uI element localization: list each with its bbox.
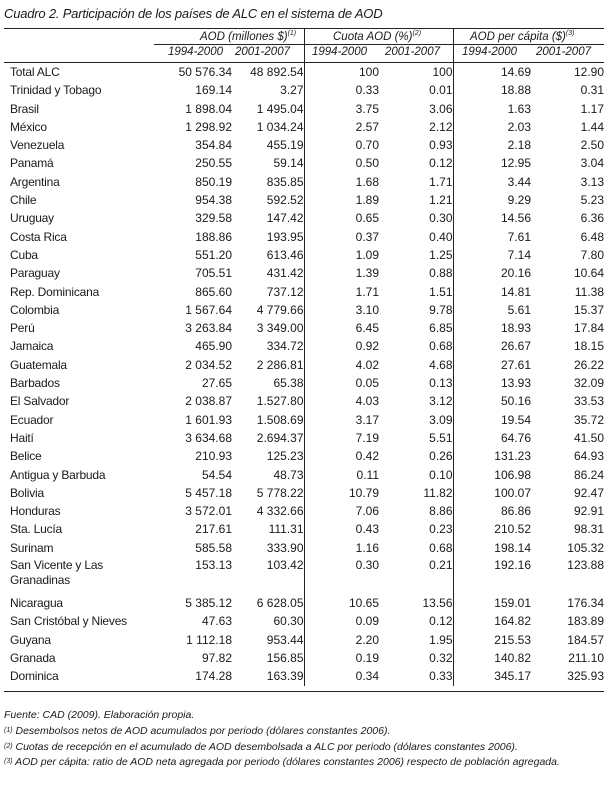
aod-1994-2000-cell: 153.13 [195,558,232,573]
aod-1994-2000-cell: 329.58 [195,211,232,226]
footnote-1-mark: (1) [4,726,13,734]
aod-2001-2007-cell: 4 332.66 [232,502,304,520]
header-mid-rule [154,44,604,45]
percapita-1994-2000-cell: 27.61 [500,357,531,372]
table-row [4,154,604,172]
cuota-1994-2000-cell: 0.50 [355,156,379,171]
cuota-1994-2000-cell: 0.65 [355,211,379,226]
cuota-1994-2000-cell: 0.37 [355,229,379,244]
aod-1994-2000-cell: 585.58 [195,540,232,555]
percapita-2001-2007-cell: 64.93 [573,449,604,464]
footnote-source: Fuente: CAD (2009). Elaboración propia. [4,709,195,721]
country-cell: Nicaragua [10,596,63,611]
cuota-2001-2007-cell: 0.33 [379,667,453,685]
percapita-1994-2000-cell: 50.16 [500,394,531,409]
cuota-2001-2007-cell: 0.10 [379,466,453,484]
percapita-2001-2007-cell: 41.50 [573,430,604,445]
table-row [4,411,604,429]
percapita-2001-2007-cell: 33.53 [573,394,604,409]
aod-2001-2007-cell: 455.19 [232,136,304,154]
cuota-1994-2000-cell: 0.11 [356,467,379,482]
cuota-2001-2007-cell: 9.78 [379,301,453,319]
percapita-2001-2007-cell: 3.04 [580,156,604,171]
aod-1994-2000-cell: 1 567.64 [185,302,232,317]
table-row [4,246,604,264]
percapita-1994-2000-cell: 164.82 [494,614,531,629]
percapita-1994-2000-cell: 198.14 [494,540,531,555]
cuota-2001-2007-cell: 1.25 [379,246,453,264]
table-row [4,209,604,227]
aod-2001-2007-cell: 1 495.04 [232,100,304,118]
table-row [4,356,604,374]
country-cell: Rep. Dominicana [10,284,100,299]
footnote-1 [4,724,604,740]
country-cell: Total ALC [10,65,60,79]
percapita-2001-2007-cell: 3.13 [580,174,604,189]
percapita-1994-2000-cell: 100.07 [494,485,531,500]
aod-1994-2000-cell: 2 034.52 [185,357,232,372]
table-row [4,429,604,447]
percapita-2001-2007-cell: 6.36 [580,211,604,226]
country-cell: Bolivia [10,485,44,500]
table-row [4,466,604,484]
cuota-1994-2000-cell: 1.89 [355,193,379,208]
aod-2001-2007-cell: 1 034.24 [232,118,304,136]
aod-1994-2000-cell: 354.84 [195,138,232,153]
percapita-2001-2007-cell: 18.15 [573,339,604,354]
percapita-2001-2007-cell: 183.89 [567,614,604,629]
cuota-1994-2000-cell: 2.57 [355,119,379,134]
country-cell: Jamaica [10,339,54,354]
percapita-2001-2007-cell: 92.47 [573,485,604,500]
period-1994-2000-aod: 1994-2000 [168,46,223,58]
aod-1994-2000-cell: 3 572.01 [185,504,232,519]
aod-2001-2007-cell: 431.42 [232,264,304,282]
country-cell: Chile [10,193,37,208]
aod-1994-2000-cell: 2 038.87 [185,394,232,409]
percapita-1994-2000-cell: 12.95 [500,156,531,171]
cuota-1994-2000-cell: 100 [358,65,379,79]
percapita-2001-2007-cell: 1.17 [580,101,604,116]
aod-1994-2000-cell: 188.86 [195,229,232,244]
aod-1994-2000-cell: 217.61 [195,522,232,537]
cuota-1994-2000-cell: 2.20 [355,632,379,647]
footnote-1-text: Desembolsos netos de AOD acumulados por periodo (dólares constantes 2006). [15,724,391,737]
percapita-1994-2000-cell: 14.69 [500,65,531,79]
percapita-2001-2007-cell: 105.32 [567,540,604,555]
table-row [4,612,604,630]
percapita-1994-2000-cell: 26.67 [500,339,531,354]
aod-1994-2000-cell: 169.14 [195,83,232,98]
aod-2001-2007-cell: 5 778.22 [232,484,304,502]
footnote-2-mark: (2) [4,742,13,750]
cuota-2001-2007-cell: 0.32 [379,649,453,667]
aod-2001-2007-cell: 59.14 [232,154,304,172]
country-cell: Venezuela [10,138,65,153]
aod-1994-2000-cell: 27.65 [201,376,232,391]
table-row [4,173,604,191]
footnote-2-text: Cuotas de recepción en el acumulado de AOD desembolsada a ALC por periodo (dólares constantes 2006). [15,740,518,753]
aod-1994-2000-cell: 5 385.12 [185,596,232,611]
percapita-2001-2007-cell: 1.44 [580,119,604,134]
cuota-1994-2000-cell: 0.09 [355,614,379,629]
percapita-1994-2000-cell: 18.88 [500,83,531,98]
percapita-2001-2007-cell: 86.24 [573,467,604,482]
cuota-1994-2000-cell: 0.19 [355,650,379,665]
cuota-2001-2007-cell: 3.06 [379,100,453,118]
cuota-1994-2000-cell: 0.34 [355,669,379,684]
cuota-2001-2007-cell: 0.88 [379,264,453,282]
aod-2001-2007-cell: 147.42 [232,209,304,227]
percapita-1994-2000-cell: 1.63 [507,101,531,116]
percapita-2001-2007-cell: 12.90 [573,65,604,79]
footnote-3-text: AOD per cápita: ratio de AOD neta agregada por periodo (dólares constantes 2006) respecto de población agregada. [15,756,560,769]
aod-2001-2007-cell: 3.27 [232,81,304,99]
aod-1994-2000-cell: 3 634.68 [185,430,232,445]
aod-2001-2007-cell: 334.72 [232,337,304,355]
country-cell: México [10,119,47,134]
cuota-2001-2007-cell: 3.12 [379,392,453,410]
aod-2001-2007-cell: 193.95 [232,228,304,246]
cuota-2001-2007-cell: 2.12 [379,118,453,136]
country-cell: Colombia [10,302,60,317]
aod-1994-2000-cell: 97.82 [201,650,232,665]
aod-1994-2000-cell: 705.51 [195,266,232,281]
country-cell: Granada [10,650,56,665]
country-cell: Paraguay [10,266,60,281]
header-note-2: (2) [412,30,422,37]
cuota-1994-2000-cell: 0.43 [355,522,379,537]
cuota-2001-2007-cell: 6.85 [379,319,453,337]
country-cell: Ecuador [10,412,54,427]
country-cell: Barbados [10,376,60,391]
aod-2001-2007-cell: 835.85 [232,173,304,191]
cuota-2001-2007-cell: 1.21 [379,191,453,209]
header-aod-per-capita [470,30,574,43]
table-row [4,337,604,355]
aod-2001-2007-cell: 48 892.54 [232,63,304,81]
table-row [4,667,604,685]
aod-1994-2000-cell: 551.20 [195,247,232,262]
cuota-1994-2000-cell: 3.17 [355,412,379,427]
cuota-1994-2000-cell: 0.70 [355,138,379,153]
footnotes [4,708,604,771]
aod-2001-2007-cell: 953.44 [232,631,304,649]
table-row [4,484,604,502]
table-bottom-rule [4,691,604,692]
footnote-3-mark: (3) [4,758,13,766]
percapita-2001-2007-cell: 11.38 [574,284,604,299]
table-row [4,594,604,612]
percapita-1994-2000-cell: 18.93 [500,321,531,336]
cuota-1994-2000-cell: 4.03 [355,394,379,409]
header-aod-millones-label: AOD (millones $) [200,30,288,43]
cuota-1994-2000-cell: 0.30 [355,558,379,573]
table-row [4,520,604,538]
aod-1994-2000-cell: 465.90 [195,339,232,354]
period-1994-2000-percapita: 1994-2000 [462,46,517,58]
aod-2001-2007-cell: 4 779.66 [232,301,304,319]
cuota-2001-2007-cell: 0.68 [379,539,453,557]
percapita-1994-2000-cell: 64.76 [500,430,531,445]
data-table [4,63,604,686]
aod-2001-2007-cell: 65.38 [232,374,304,392]
aod-2001-2007-cell: 3 349.00 [232,319,304,337]
table-row [4,191,604,209]
aod-1994-2000-cell: 3 263.84 [185,321,232,336]
cuota-1994-2000-cell: 3.10 [355,302,379,317]
aod-2001-2007-cell: 2 286.81 [232,356,304,374]
period-2001-2007-percapita: 2001-2007 [536,46,591,58]
aod-2001-2007-cell: 156.85 [232,649,304,667]
percapita-1994-2000-cell: 140.82 [494,650,531,665]
cuota-1994-2000-cell: 1.09 [355,247,379,262]
cuota-1994-2000-cell: 1.71 [355,284,379,299]
cuota-1994-2000-cell: 6.45 [355,321,379,336]
table-row [4,392,604,410]
header-aod-millones [200,30,296,43]
country-cell: Haití [10,430,34,445]
cuota-2001-2007-cell: 0.26 [379,447,453,465]
cuota-1994-2000-cell: 7.19 [355,430,379,445]
aod-2001-2007-cell: 613.46 [232,246,304,264]
cuota-1994-2000-cell: 7.06 [355,504,379,519]
table-row [4,319,604,337]
aod-2001-2007-cell: 103.42 [232,557,304,594]
percapita-1994-2000-cell: 20.16 [500,266,531,281]
aod-2001-2007-cell: 48.73 [232,466,304,484]
aod-2001-2007-cell: 592.52 [232,191,304,209]
table-row [4,100,604,118]
country-cell: Antigua y Barbuda [10,467,106,482]
country-cell: Sta. Lucía [10,522,63,537]
percapita-1994-2000-cell: 192.16 [494,558,531,573]
cuota-2001-2007-cell: 0.12 [379,154,453,172]
table-row [4,264,604,282]
country-cell: Cuba [10,247,38,262]
country-cell: Trinidad y Tobago [10,83,102,98]
percapita-1994-2000-cell: 19.54 [500,412,531,427]
cuota-2001-2007-cell: 0.13 [379,374,453,392]
table-row [4,631,604,649]
percapita-1994-2000-cell: 9.29 [507,193,531,208]
aod-1994-2000-cell: 5 457.18 [185,485,232,500]
cuota-2001-2007-cell: 1.95 [379,631,453,649]
percapita-1994-2000-cell: 106.98 [494,467,531,482]
header-cuota-aod [333,30,421,43]
cuota-2001-2007-cell: 1.71 [379,173,453,191]
aod-1994-2000-cell: 1 898.04 [185,101,232,116]
period-1994-2000-cuota: 1994-2000 [312,46,367,58]
header-divider-1 [304,28,305,62]
percapita-1994-2000-cell: 3.44 [507,174,531,189]
percapita-1994-2000-cell: 14.56 [500,211,531,226]
aod-1994-2000-cell: 954.38 [195,193,232,208]
percapita-1994-2000-cell: 86.86 [500,504,531,519]
cuota-2001-2007-cell: 0.23 [379,520,453,538]
cuota-1994-2000-cell: 0.92 [355,339,379,354]
cuota-2001-2007-cell: 0.68 [379,337,453,355]
percapita-2001-2007-cell: 7.80 [580,247,604,262]
cuota-2001-2007-cell: 13.56 [379,594,453,612]
table-row [4,301,604,319]
country-cell: Guatemala [10,357,67,372]
footnote-3 [4,755,604,771]
cuota-1994-2000-cell: 10.79 [348,485,379,500]
percapita-1994-2000-cell: 159.01 [494,596,531,611]
percapita-2001-2007-cell: 32.09 [573,376,604,391]
cuota-2001-2007-cell: 3.09 [379,411,453,429]
aod-2001-2007-cell: 6 628.05 [232,594,304,612]
country-cell: Surinam [10,540,54,555]
country-cell: Panamá [10,156,54,171]
header-note-1: (1) [287,30,297,37]
percapita-1994-2000-cell: 5.61 [507,302,531,317]
aod-2001-2007-cell: 2.694.37 [232,429,304,447]
percapita-1994-2000-cell: 14.81 [500,284,531,299]
table-row [4,283,604,301]
table-row [4,557,604,594]
aod-1994-2000-cell: 47.63 [201,614,232,629]
percapita-2001-2007-cell: 35.72 [573,412,604,427]
percapita-2001-2007-cell: 15.37 [573,302,604,317]
header-divider-2 [453,28,454,62]
footnote-2 [4,740,604,756]
aod-2001-2007-cell: 125.23 [232,447,304,465]
cuota-2001-2007-cell: 0.12 [379,612,453,630]
percapita-2001-2007-cell: 5.23 [580,193,604,208]
table-row [4,447,604,465]
country-cell: Uruguay [10,211,54,226]
country-cell: San Vicente y Las Granadinas [10,558,104,588]
aod-1994-2000-cell: 250.55 [195,156,232,171]
percapita-1994-2000-cell: 215.53 [494,632,531,647]
header-cuota-aod-label: Cuota AOD (%) [333,30,413,43]
aod-2001-2007-cell: 111.31 [232,520,304,538]
country-cell: Argentina [10,174,60,189]
aod-1994-2000-cell: 850.19 [195,174,232,189]
country-cell: Honduras [10,504,61,519]
percapita-2001-2007-cell: 184.57 [567,632,604,647]
cuota-2001-2007-cell: 1.51 [379,283,453,301]
percapita-2001-2007-cell: 92.91 [573,504,604,519]
aod-1994-2000-cell: 1 112.18 [186,632,232,647]
cuota-2001-2007-cell: 0.93 [379,136,453,154]
table-row [4,63,604,81]
cuota-1994-2000-cell: 0.05 [355,376,379,391]
table-row [4,539,604,557]
percapita-2001-2007-cell: 98.31 [573,522,604,537]
country-cell: Dominica [10,669,59,684]
cuota-2001-2007-cell: 8.86 [379,502,453,520]
cuota-2001-2007-cell: 0.40 [379,228,453,246]
cuota-2001-2007-cell: 4.68 [379,356,453,374]
cuota-2001-2007-cell: 100 [379,63,453,81]
table-row [4,228,604,246]
percapita-2001-2007-cell: 123.88 [567,558,604,573]
cuota-2001-2007-cell: 0.21 [379,557,453,594]
percapita-1994-2000-cell: 2.18 [507,138,531,153]
cuota-1994-2000-cell: 0.33 [355,83,379,98]
cuota-1994-2000-cell: 3.75 [355,101,379,116]
aod-2001-2007-cell: 60.30 [232,612,304,630]
country-cell: Perú [10,321,35,336]
country-cell: Belice [10,449,42,464]
percapita-1994-2000-cell: 210.52 [494,522,531,537]
aod-2001-2007-cell: 1.527.80 [232,392,304,410]
aod-1994-2000-cell: 1 601.93 [185,412,232,427]
percapita-2001-2007-cell: 176.34 [567,596,604,611]
cuota-2001-2007-cell: 0.30 [379,209,453,227]
data-table-body [4,63,604,686]
aod-2001-2007-cell: 1.508.69 [232,411,304,429]
cuota-1994-2000-cell: 1.16 [355,540,379,555]
cuota-1994-2000-cell: 10.65 [348,596,379,611]
aod-1994-2000-cell: 54.54 [201,467,232,482]
table-row [4,374,604,392]
aod-2001-2007-cell: 737.12 [232,283,304,301]
aod-1994-2000-cell: 1 298.92 [185,119,232,134]
table-row [4,136,604,154]
percapita-1994-2000-cell: 131.23 [494,449,531,464]
cuota-2001-2007-cell: 11.82 [379,484,453,502]
country-cell: Costa Rica [10,229,67,244]
country-cell: El Salvador [10,394,70,409]
percapita-1994-2000-cell: 13.93 [500,376,531,391]
aod-2001-2007-cell: 333.90 [232,539,304,557]
cuota-1994-2000-cell: 1.39 [355,266,379,281]
percapita-2001-2007-cell: 17.84 [573,321,604,336]
header-aod-per-capita-label: AOD per cápita ($) [470,30,566,43]
aod-1994-2000-cell: 50 576.34 [178,65,232,79]
table-row [4,81,604,99]
aod-1994-2000-cell: 174.28 [195,669,232,684]
percapita-2001-2007-cell: 26.22 [573,357,604,372]
percapita-2001-2007-cell: 325.93 [567,669,604,684]
percapita-2001-2007-cell: 10.64 [573,266,604,281]
country-cell: San Cristóbal y Nieves [10,614,127,629]
table-row [4,118,604,136]
percapita-2001-2007-cell: 2.50 [580,138,604,153]
cuota-1994-2000-cell: 0.42 [355,449,379,464]
cuota-1994-2000-cell: 1.68 [355,174,379,189]
period-2001-2007-aod: 2001-2007 [235,46,290,58]
table-title: Cuadro 2. Participación de los países de ALC en el sistema de AOD [4,6,383,21]
percapita-1994-2000-cell: 2.03 [507,119,531,134]
country-cell: Brasil [10,101,39,116]
table-row [4,649,604,667]
country-cell: Guyana [10,632,51,647]
aod-2001-2007-cell: 163.39 [232,667,304,685]
header-note-3: (3) [565,30,575,37]
period-2001-2007-cuota: 2001-2007 [385,46,440,58]
percapita-2001-2007-cell: 0.31 [580,83,604,98]
aod-1994-2000-cell: 865.60 [195,284,232,299]
table-row [4,502,604,520]
cuota-2001-2007-cell: 5.51 [379,429,453,447]
percapita-1994-2000-cell: 345.17 [494,669,531,684]
cuota-2001-2007-cell: 0.01 [379,81,453,99]
percapita-1994-2000-cell: 7.14 [507,247,531,262]
percapita-2001-2007-cell: 211.10 [568,650,604,665]
percapita-2001-2007-cell: 6.48 [580,229,604,244]
aod-1994-2000-cell: 210.93 [195,449,232,464]
cuota-1994-2000-cell: 4.02 [355,357,379,372]
percapita-1994-2000-cell: 7.61 [507,229,531,244]
